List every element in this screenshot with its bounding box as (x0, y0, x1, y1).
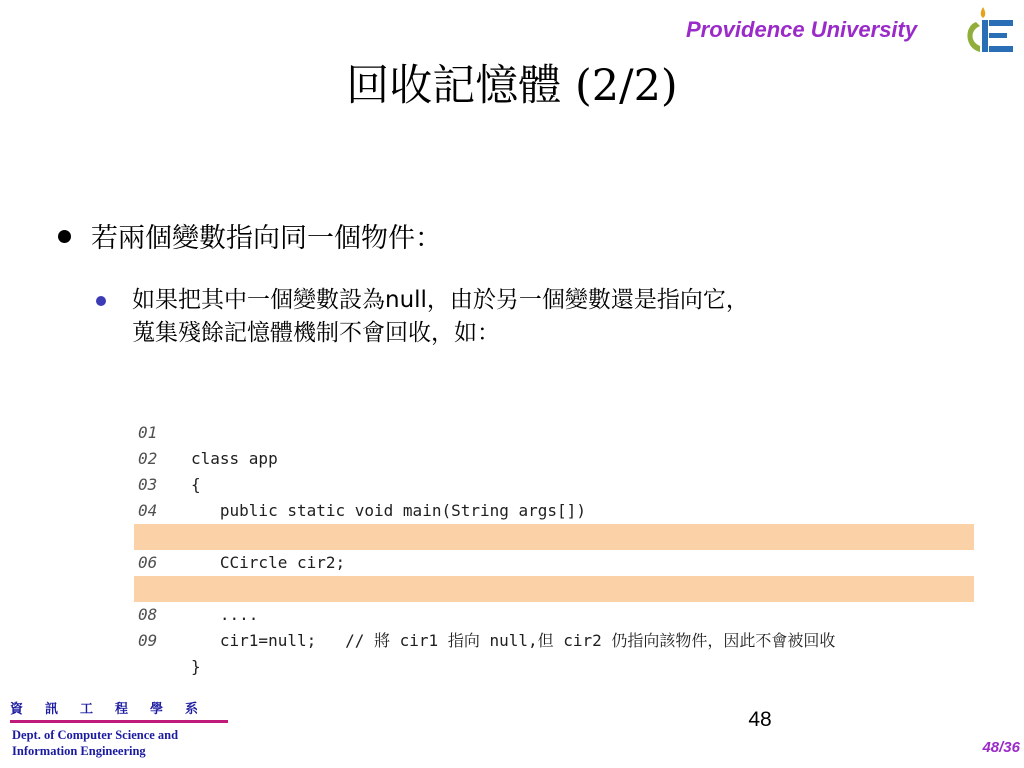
slide-title: 回收記憶體 (2/2) (346, 61, 678, 111)
page-number: 48 (748, 708, 772, 731)
department-chinese: 資訊工程學系 (10, 702, 221, 717)
page-fraction: 48/36 (982, 739, 1020, 756)
bullet-level1 (58, 221, 442, 257)
providence-ie-logo-icon (958, 4, 1018, 54)
department-english-line1: Dept. of Computer Science and (12, 728, 179, 742)
code-listing (134, 394, 974, 676)
code-text: CCircle cir2; (191, 553, 346, 572)
bullet-level2-text (132, 284, 972, 350)
code-text: } (191, 657, 201, 676)
code-text: .... (191, 605, 259, 624)
line-number: 03 (138, 475, 158, 494)
bullet-level1-text: 若兩個變數指向同一個物件： (91, 223, 442, 254)
department-english (12, 727, 252, 759)
code-text: public static void main(String args[]) (191, 501, 586, 520)
code-text: cir1=null; // 將 cir1 指向 null,但 cir2 仍指向該物件，因此不會被回收 (191, 631, 836, 650)
line-number: 09 (138, 631, 158, 650)
line-number: 04 (138, 501, 158, 520)
footer-divider (10, 720, 228, 723)
university-name: Providence University (686, 17, 918, 42)
bullet-level2-line1: 如果把其中一個變數設為null，由於另一個變數還是指向它， (132, 287, 749, 313)
line-number: 08 (138, 605, 158, 624)
bullet-dot (96, 296, 106, 306)
code-text: class app (191, 449, 278, 468)
code-text: { (191, 475, 201, 494)
line-number: 02 (138, 449, 158, 468)
line-number: 01 (138, 423, 158, 442)
bullet-dot (58, 230, 71, 243)
line-number: 06 (138, 553, 158, 572)
bullet-level2-line2: 蒐集殘餘記憶體機制不會回收，如： (132, 320, 500, 346)
department-english-line2: Information Engineering (12, 744, 146, 758)
